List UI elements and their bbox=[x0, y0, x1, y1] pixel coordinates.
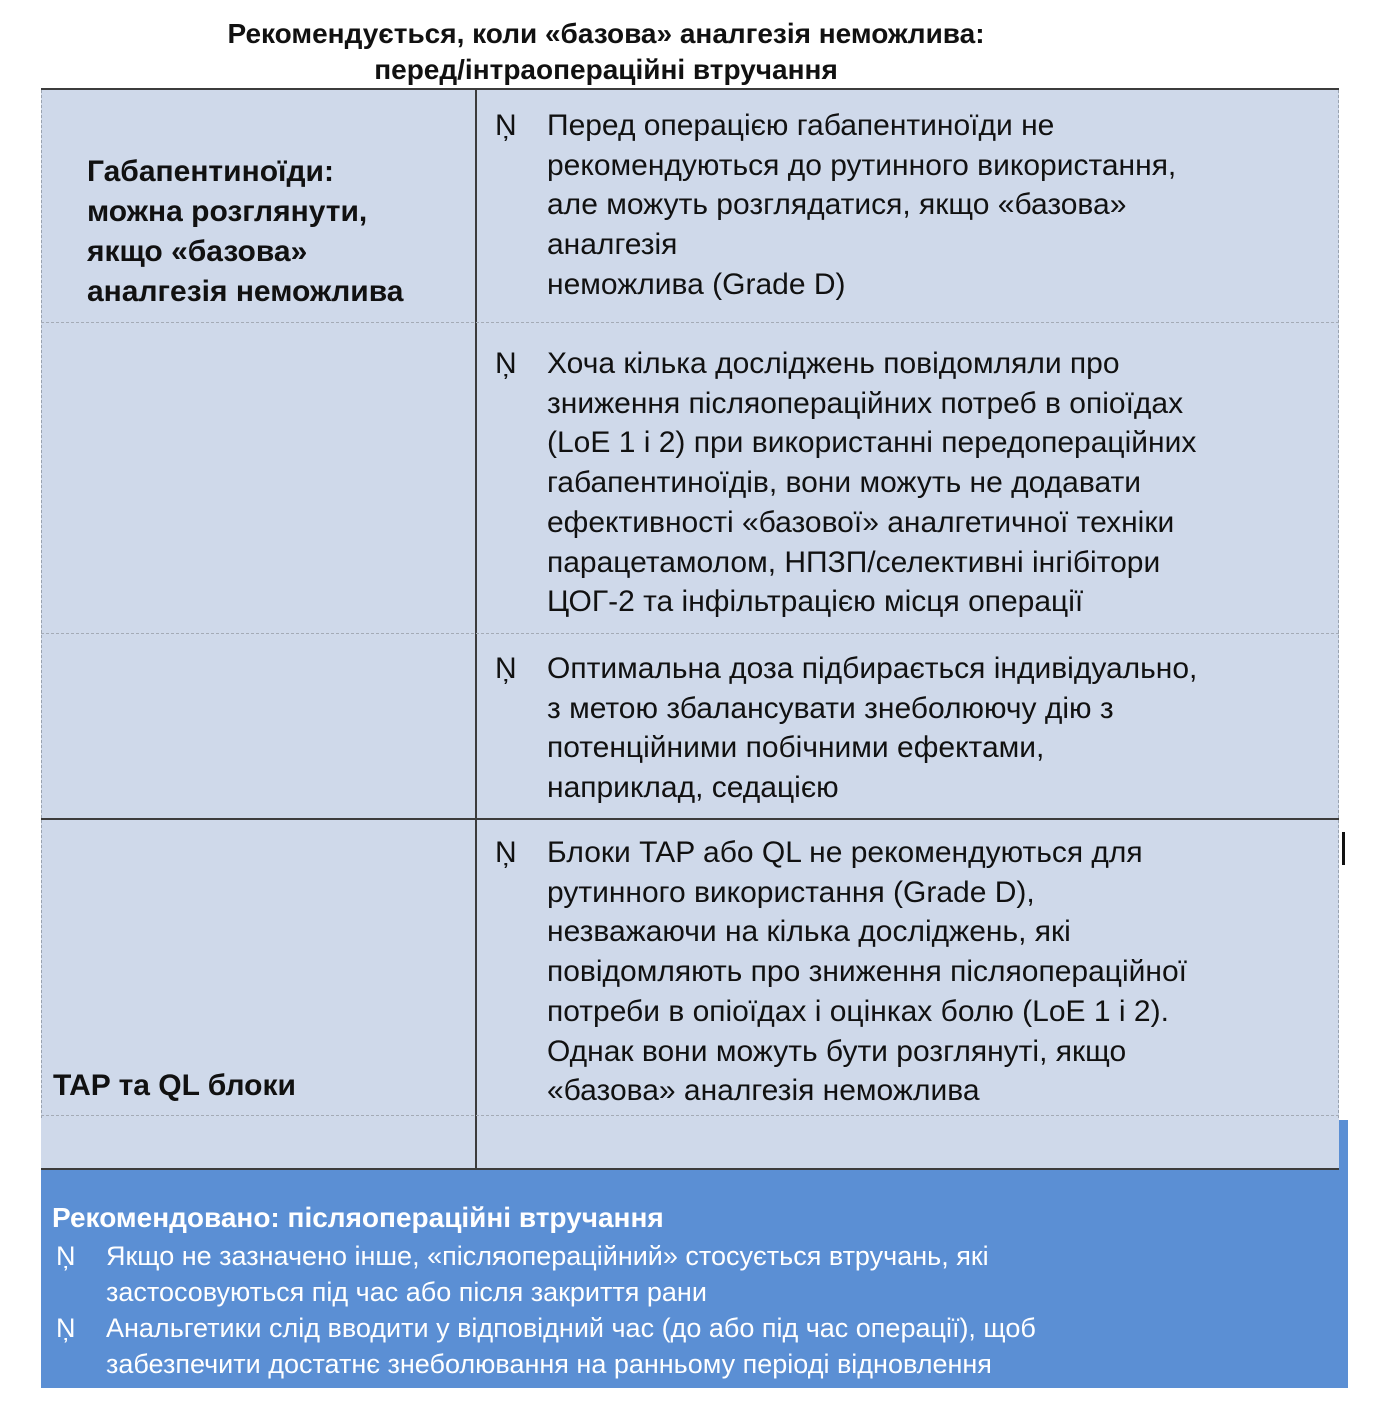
row-divider bbox=[41, 322, 1339, 323]
postop-recommendation-box bbox=[41, 1120, 1348, 1388]
tap-ql-label: TAP та QL блоки bbox=[53, 1069, 296, 1102]
bullet-icon: Ņ bbox=[495, 109, 517, 142]
table-tail-row bbox=[41, 1120, 1339, 1170]
page-subtitle: перед/інтраопераційні втручання bbox=[374, 54, 838, 85]
section-divider bbox=[41, 818, 1339, 820]
postop-heading: Рекомендовано: післяопераційні втручання bbox=[52, 1202, 664, 1233]
list-item-text: Блоки TAP або QL не рекомендуються для рутинного використання (Grade D), незважаючи на кілька досліджень, які повідомляють про зниження післяопераційної потреби в опіоїдах і оцінках болю (LoE 1 і 2). Однак вони можуть бути розглянуті, якщо «базова» аналгезія неможлива bbox=[547, 836, 1187, 1108]
bullet-icon: Ņ bbox=[495, 347, 517, 380]
page-title: Рекомендується, коли «базова» аналгезія неможлива: bbox=[227, 18, 985, 49]
gabapentinoids-label: Габапентиноїди: можна розглянути, якщо «базова» аналгезія неможлива bbox=[87, 155, 404, 308]
bullet-icon: Ņ bbox=[56, 1313, 76, 1343]
list-item-text: Хоча кілька досліджень повідомляли про зниження післяопераційних потреб в опіоїдах (LoE 1 і 2) при використанні передопераційних габапентиноїдів, вони можуть не додавати ефективності «базової» аналгетичної техніки парацетамолом, НПЗП/селективні інгібітори ЦОГ-2 та інфільтрацією місця операції bbox=[547, 347, 1197, 619]
column-divider bbox=[475, 90, 477, 1168]
row-divider bbox=[41, 633, 1339, 634]
column-divider bbox=[475, 1120, 477, 1168]
margin-mark bbox=[1342, 832, 1345, 865]
list-item-text: Анальгетики слід вводити у відповідний час (до або під час операції), щоб забезпечити достатнє знеболювання на ранньому періоді відновлення bbox=[106, 1313, 1036, 1379]
bullet-icon: Ņ bbox=[495, 652, 517, 685]
row-divider bbox=[41, 1115, 1339, 1116]
list-item-text: Якщо не зазначено інше, «післяопераційний» стосується втручань, які застосовуються під час або після закриття рани bbox=[106, 1241, 989, 1307]
bullet-icon: Ņ bbox=[56, 1241, 76, 1271]
list-item-text: Оптимальна доза підбирається індивідуально, з метою збалансувати знеболюючу дію з потенційними побічними ефектами, наприклад, седацією bbox=[547, 652, 1198, 805]
list-item-text: Перед операцією габапентиноїди не рекомендуються до рутинного використання, але можуть розглядатися, якщо «базова» аналгезія неможлива (Grade D) bbox=[547, 109, 1177, 301]
bullet-icon: Ņ bbox=[495, 836, 517, 869]
table-left-edge bbox=[41, 90, 42, 1168]
table-right-edge bbox=[1338, 90, 1339, 1168]
